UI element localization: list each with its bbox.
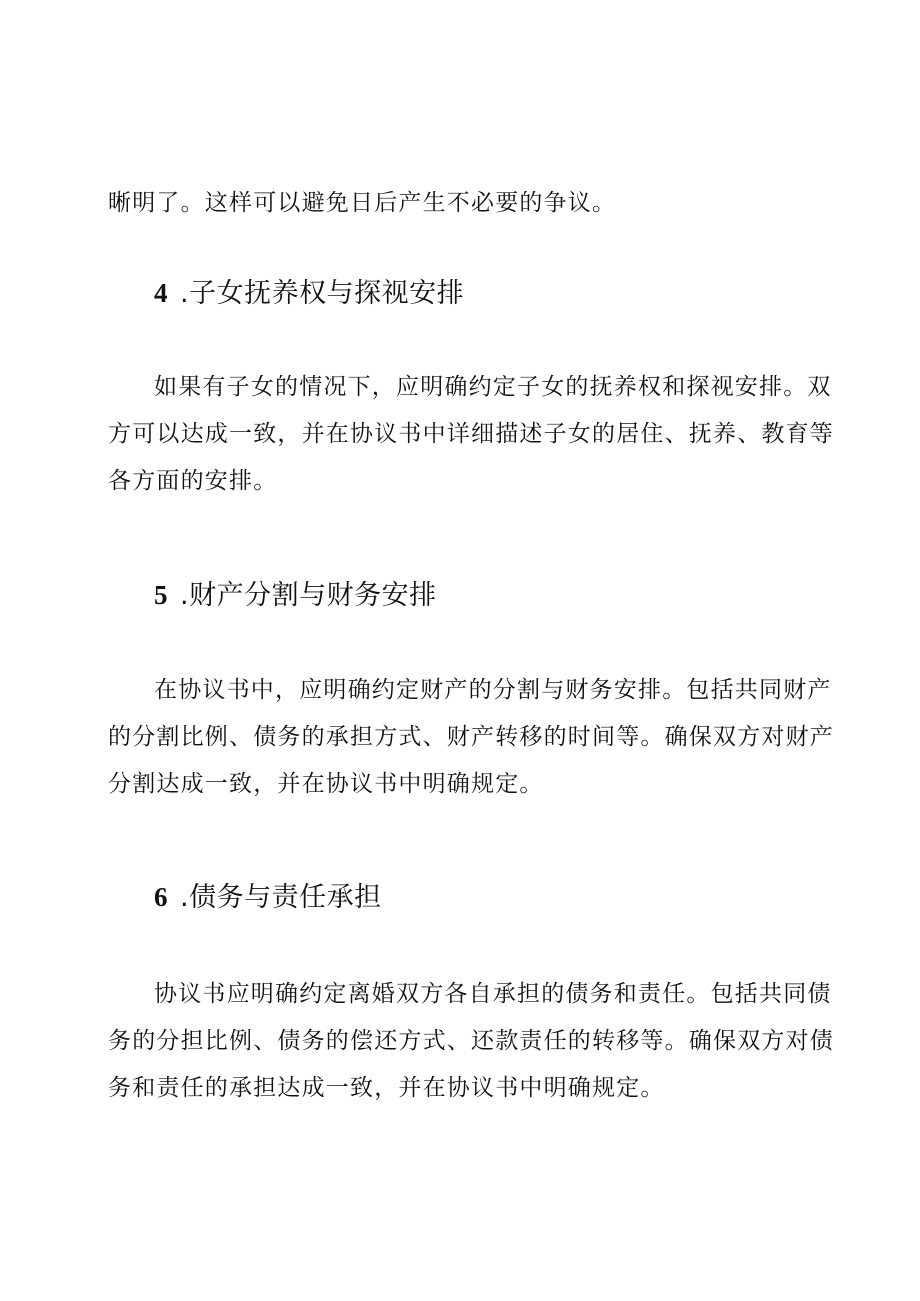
section-heading-4 [154, 276, 464, 311]
paragraph-line: 分割达成一致，并在协议书中明确规定。 [108, 771, 544, 797]
paragraph-line: 方可以达成一致，并在协议书中详细描述子女的居住、抚养、教育等 [108, 421, 834, 447]
section-number: 5 [154, 580, 168, 610]
section-heading-6 [154, 880, 382, 915]
paragraph-line: 协议书应明确约定离婚双方各自承担的债务和责任。包括共同债 [154, 981, 832, 1007]
section-number: 4 [154, 278, 168, 308]
paragraph-line: 各方面的安排。 [108, 468, 278, 494]
section-title: .债务与责任承担 [180, 882, 382, 913]
paragraph-line: 如果有子女的情况下，应明确约定子女的抚养权和探视安排。双 [154, 374, 832, 400]
section-title: .财产分割与财务安排 [180, 580, 437, 611]
section-number: 6 [154, 882, 168, 912]
section-title: .子女抚养权与探视安排 [180, 278, 465, 309]
paragraph-line: 在协议书中，应明确约定财产的分割与财务安排。包括共同财产 [154, 677, 832, 703]
paragraph-line: 务的分担比例、债务的偿还方式、还款责任的转移等。确保双方对债 [108, 1028, 834, 1054]
intro-paragraph-line: 晰明了。这样可以避免日后产生不必要的争议。 [108, 190, 617, 216]
paragraph-line: 务和责任的承担达成一致，并在协议书中明确规定。 [108, 1075, 665, 1101]
section-heading-5 [154, 578, 437, 613]
paragraph-line: 的分割比例、债务的承担方式、财产转移的时间等。确保双方对财产 [108, 724, 834, 750]
